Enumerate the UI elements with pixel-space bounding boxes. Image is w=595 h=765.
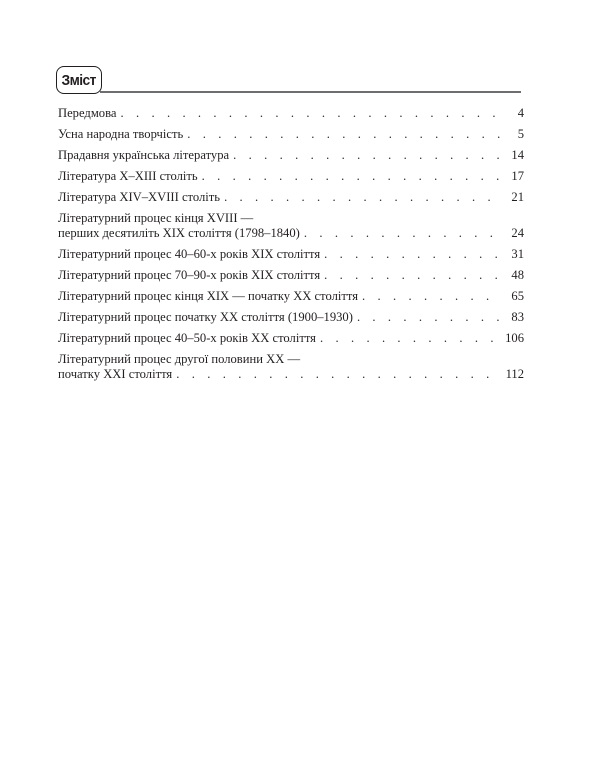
toc-entry-page: 5	[517, 127, 524, 141]
dot-leader	[324, 247, 501, 262]
toc-entry-70-90s-19c[interactable]	[58, 268, 524, 283]
toc-entry-title: початку XXI століття	[58, 367, 176, 382]
toc-entry-page: 4	[517, 106, 524, 120]
contents-heading	[56, 66, 521, 98]
toc-entry-title-first-line: Літературний процес кінця XVIII —	[58, 211, 254, 225]
toc-entry-page: 83	[511, 310, 524, 324]
toc-entry-40-60s-19c[interactable]	[58, 247, 524, 262]
toc-entry-title: Усна народна творчість	[58, 127, 187, 142]
toc-entry-page: 14	[511, 148, 524, 162]
toc-entry-folk-art[interactable]	[58, 127, 524, 142]
toc-entry-preface[interactable]	[58, 106, 524, 121]
toc-entry-page: 21	[511, 190, 524, 204]
heading-divider	[100, 91, 521, 93]
toc-entry-title-first-line: Літературний процес другої половини XX —	[58, 352, 301, 366]
toc-entry-title: Передмова	[58, 106, 120, 121]
dot-leader	[224, 190, 501, 205]
dot-leader	[202, 169, 501, 184]
toc-entry-title: Літературний процес 40–50-х років XX століття	[58, 331, 320, 346]
toc-entry-14-18-centuries[interactable]	[58, 190, 524, 205]
toc-entry-title: Літературний процес кінця XIX — початку XX століття	[58, 289, 362, 304]
toc-entry-40-50s-20c[interactable]	[58, 331, 524, 346]
toc-entry-page: 17	[511, 169, 524, 183]
dot-leader	[320, 331, 501, 346]
toc-entry-second-half-20c[interactable]	[58, 352, 524, 382]
toc-entry-page: 24	[511, 226, 524, 240]
dot-leader	[362, 289, 501, 304]
toc-entry-1798-1840[interactable]	[58, 211, 524, 241]
table-of-contents	[58, 106, 524, 388]
contents-heading-box	[56, 66, 102, 94]
toc-entry-ancient-literature[interactable]	[58, 148, 524, 163]
dot-leader	[176, 367, 501, 382]
toc-entry-end-19c-start-20c[interactable]	[58, 289, 524, 304]
toc-entry-title: перших десятиліть XIX століття (1798–1840)	[58, 226, 304, 241]
dot-leader	[233, 148, 501, 163]
toc-entry-page: 65	[511, 289, 524, 303]
toc-entry-title: Прадавня українська література	[58, 148, 233, 163]
toc-entry-page: 48	[511, 268, 524, 282]
dot-leader	[120, 106, 501, 121]
dot-leader	[187, 127, 501, 142]
toc-entry-title: Літературний процес 40–60-х років XIX століття	[58, 247, 324, 262]
dot-leader	[357, 310, 501, 325]
toc-entry-page: 31	[511, 247, 524, 261]
toc-entry-title: Літературний процес 70–90-х років XIX століття	[58, 268, 324, 283]
toc-entry-page: 112	[505, 367, 524, 381]
toc-entry-10-13-centuries[interactable]	[58, 169, 524, 184]
page-title: Зміст	[61, 71, 97, 89]
toc-entry-title: Література XIV–XVIII століть	[58, 190, 224, 205]
toc-entry-title: Література X–XIII століть	[58, 169, 202, 184]
dot-leader	[324, 268, 501, 283]
toc-entry-page: 106	[505, 331, 524, 345]
toc-entry-title: Літературний процес початку XX століття (1900–1930)	[58, 310, 357, 325]
toc-entry-1900-1930[interactable]	[58, 310, 524, 325]
dot-leader	[304, 226, 501, 241]
